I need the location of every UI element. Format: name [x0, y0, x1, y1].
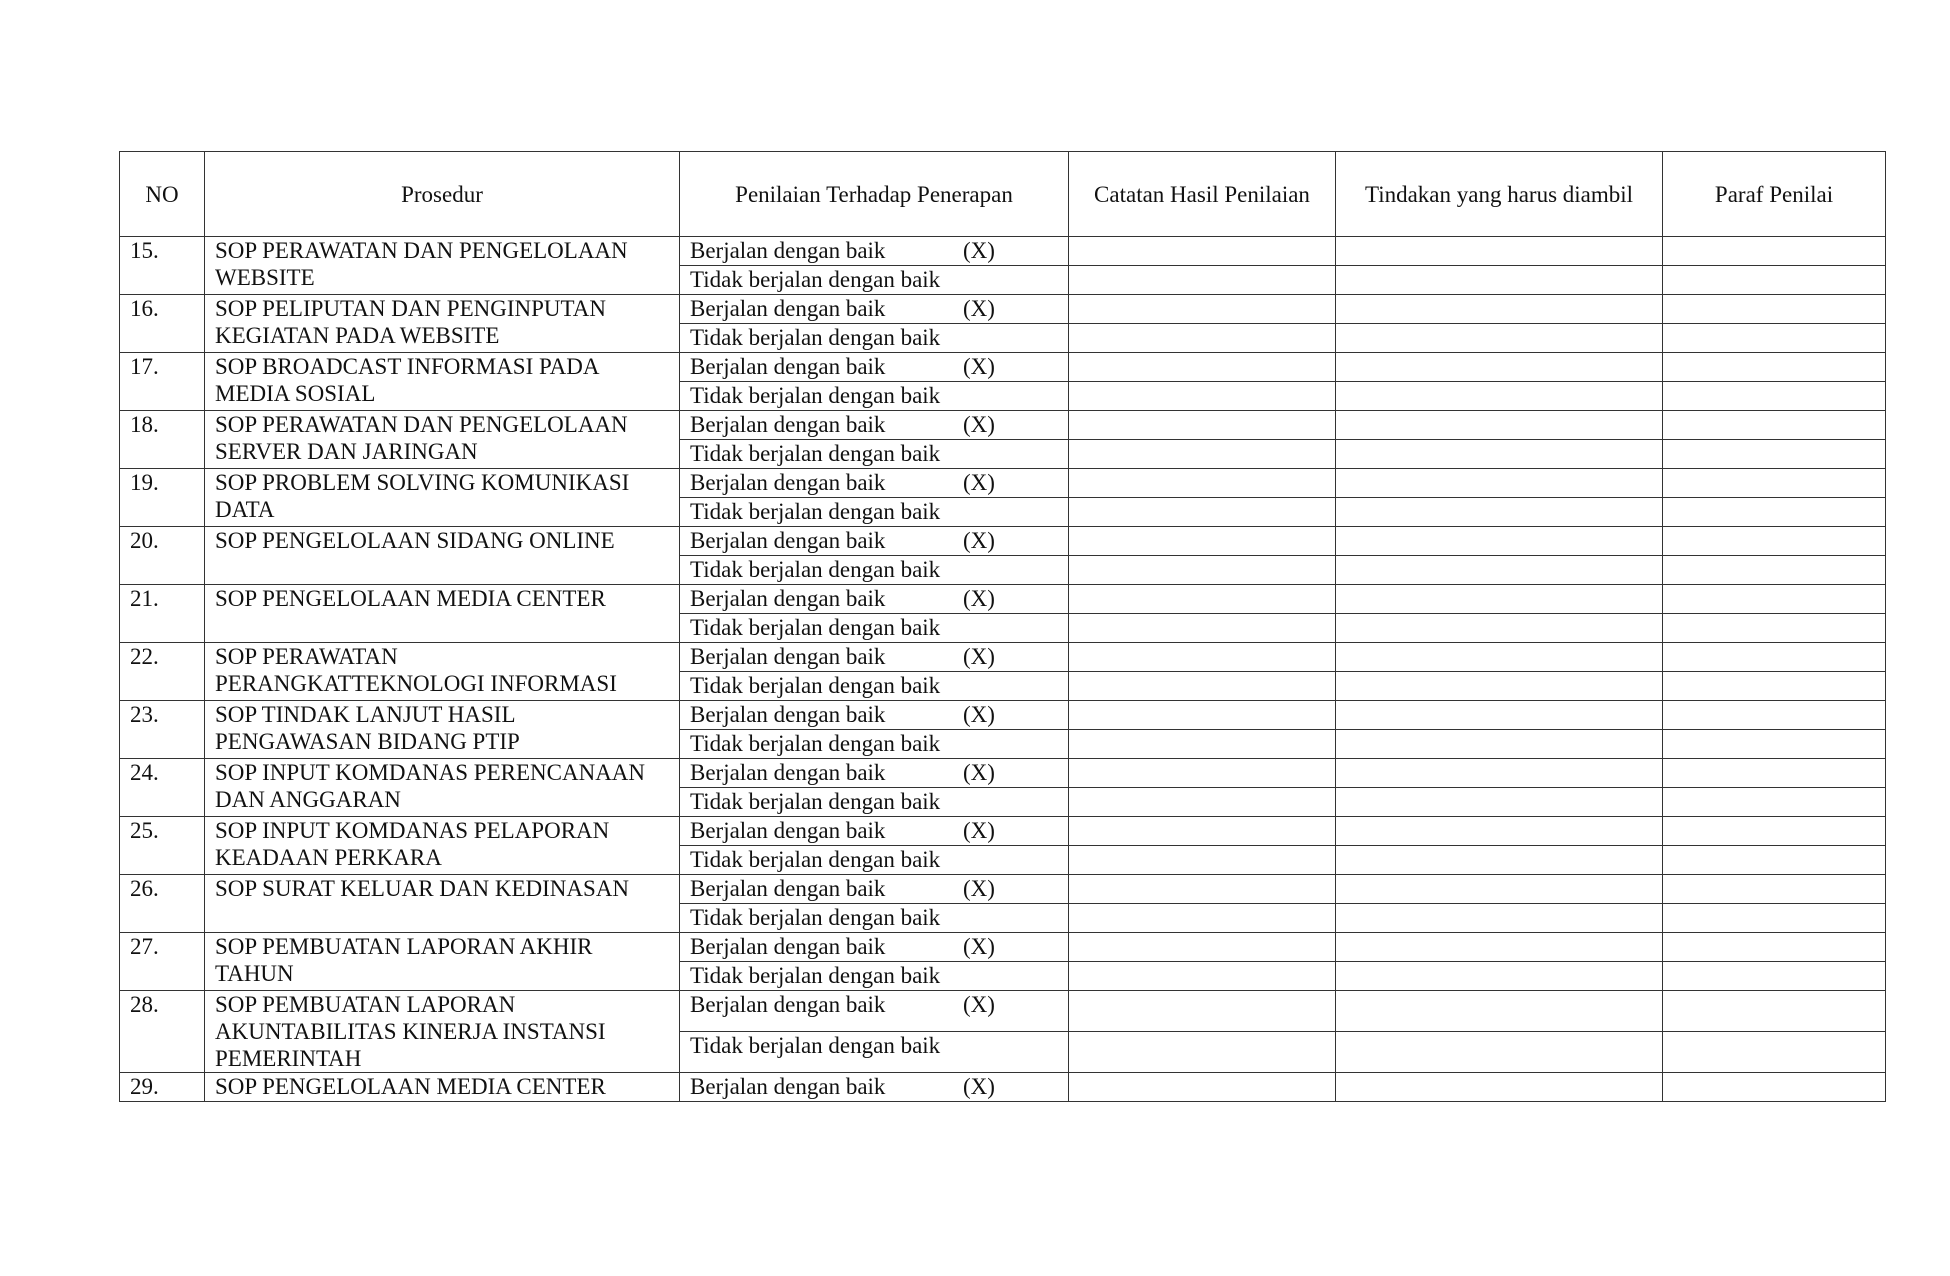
paraf-cell	[1663, 295, 1886, 324]
assessment-good-label: Berjalan dengan baik	[690, 760, 886, 785]
assessment-mark: (X)	[963, 470, 995, 495]
assessment-bad-cell	[680, 614, 1069, 643]
catatan-cell	[1069, 614, 1336, 643]
row-number: 18.	[120, 411, 205, 469]
assessment-good-cell	[680, 353, 1069, 382]
assessment-good-label: Berjalan dengan baik	[690, 238, 886, 263]
assessment-bad-label: Tidak berjalan dengan baik	[690, 267, 941, 292]
tindakan-cell	[1336, 1032, 1663, 1073]
row-number: 23.	[120, 701, 205, 759]
assessment-bad-cell	[680, 498, 1069, 527]
paraf-cell	[1663, 266, 1886, 295]
table-header	[120, 152, 1886, 237]
assessment-bad-cell	[680, 556, 1069, 585]
tindakan-cell	[1336, 846, 1663, 875]
paraf-cell	[1663, 730, 1886, 759]
tindakan-cell	[1336, 875, 1663, 904]
table-row	[120, 643, 1886, 672]
paraf-cell	[1663, 556, 1886, 585]
header-tindakan: Tindakan yang harus diambil	[1336, 152, 1663, 237]
catatan-cell	[1069, 498, 1336, 527]
row-number: 17.	[120, 353, 205, 411]
catatan-cell	[1069, 382, 1336, 411]
assessment-good-label: Berjalan dengan baik	[690, 354, 886, 379]
tindakan-cell	[1336, 440, 1663, 469]
paraf-cell	[1663, 817, 1886, 846]
assessment-mark: (X)	[963, 412, 995, 437]
tindakan-cell	[1336, 933, 1663, 962]
catatan-cell	[1069, 527, 1336, 556]
procedure-name: SOP PERAWATAN PERANGKATTEKNOLOGI INFORMASI	[205, 643, 680, 701]
assessment-mark: (X)	[963, 644, 995, 669]
assessment-mark: (X)	[963, 1074, 995, 1099]
tindakan-cell	[1336, 730, 1663, 759]
assessment-good-cell	[680, 817, 1069, 846]
assessment-good-cell	[680, 295, 1069, 324]
procedure-name: SOP SURAT KELUAR DAN KEDINASAN	[205, 875, 680, 933]
tindakan-cell	[1336, 672, 1663, 701]
paraf-cell	[1663, 614, 1886, 643]
paraf-cell	[1663, 643, 1886, 672]
table-row	[120, 353, 1886, 382]
paraf-cell	[1663, 875, 1886, 904]
header-prosedur: Prosedur	[205, 152, 680, 237]
assessment-bad-cell	[680, 846, 1069, 875]
assessment-good-label: Berjalan dengan baik	[690, 818, 886, 843]
tindakan-cell	[1336, 643, 1663, 672]
procedure-name: SOP PROBLEM SOLVING KOMUNIKASI DATA	[205, 469, 680, 527]
tindakan-cell	[1336, 991, 1663, 1032]
assessment-bad-cell	[680, 440, 1069, 469]
paraf-cell	[1663, 846, 1886, 875]
tindakan-cell	[1336, 498, 1663, 527]
paraf-cell	[1663, 933, 1886, 962]
catatan-cell	[1069, 411, 1336, 440]
table-row	[120, 527, 1886, 556]
catatan-cell	[1069, 585, 1336, 614]
catatan-cell	[1069, 759, 1336, 788]
catatan-cell	[1069, 701, 1336, 730]
assessment-mark: (X)	[963, 760, 995, 785]
assessment-good-label: Berjalan dengan baik	[690, 528, 886, 553]
assessment-good-cell	[680, 991, 1069, 1032]
table-row	[120, 933, 1886, 962]
procedure-name: SOP PENGELOLAAN MEDIA CENTER	[205, 1073, 680, 1102]
row-number: 27.	[120, 933, 205, 991]
row-number: 25.	[120, 817, 205, 875]
assessment-mark: (X)	[963, 934, 995, 959]
assessment-bad-label: Tidak berjalan dengan baik	[690, 1033, 941, 1058]
paraf-cell	[1663, 759, 1886, 788]
catatan-cell	[1069, 295, 1336, 324]
paraf-cell	[1663, 498, 1886, 527]
procedure-name: SOP PENGELOLAAN MEDIA CENTER	[205, 585, 680, 643]
catatan-cell	[1069, 904, 1336, 933]
catatan-cell	[1069, 817, 1336, 846]
assessment-bad-label: Tidak berjalan dengan baik	[690, 847, 941, 872]
row-number: 26.	[120, 875, 205, 933]
row-number: 29.	[120, 1073, 205, 1102]
catatan-cell	[1069, 1032, 1336, 1073]
assessment-bad-cell	[680, 382, 1069, 411]
assessment-good-cell	[680, 933, 1069, 962]
assessment-bad-label: Tidak berjalan dengan baik	[690, 905, 941, 930]
catatan-cell	[1069, 469, 1336, 498]
header-catatan: Catatan Hasil Penilaian	[1069, 152, 1336, 237]
header-paraf: Paraf Penilai	[1663, 152, 1886, 237]
table-row	[120, 817, 1886, 846]
assessment-bad-label: Tidak berjalan dengan baik	[690, 499, 941, 524]
paraf-cell	[1663, 904, 1886, 933]
paraf-cell	[1663, 324, 1886, 353]
assessment-good-label: Berjalan dengan baik	[690, 1074, 886, 1099]
table-row	[120, 469, 1886, 498]
paraf-cell	[1663, 1073, 1886, 1102]
assessment-mark: (X)	[963, 238, 995, 263]
tindakan-cell	[1336, 556, 1663, 585]
assessment-bad-cell	[680, 962, 1069, 991]
assessment-good-label: Berjalan dengan baik	[690, 412, 886, 437]
assessment-bad-cell	[680, 672, 1069, 701]
catatan-cell	[1069, 846, 1336, 875]
header-no: NO	[120, 152, 205, 237]
tindakan-cell	[1336, 817, 1663, 846]
assessment-bad-cell	[680, 1032, 1069, 1073]
tindakan-cell	[1336, 266, 1663, 295]
row-number: 22.	[120, 643, 205, 701]
assessment-mark: (X)	[963, 702, 995, 727]
assessment-good-cell	[680, 701, 1069, 730]
catatan-cell	[1069, 266, 1336, 295]
paraf-cell	[1663, 440, 1886, 469]
procedure-name: SOP INPUT KOMDANAS PERENCANAAN DAN ANGGARAN	[205, 759, 680, 817]
row-number: 21.	[120, 585, 205, 643]
catatan-cell	[1069, 991, 1336, 1032]
assessment-bad-label: Tidak berjalan dengan baik	[690, 673, 941, 698]
assessment-mark: (X)	[963, 528, 995, 553]
catatan-cell	[1069, 788, 1336, 817]
tindakan-cell	[1336, 353, 1663, 382]
catatan-cell	[1069, 643, 1336, 672]
paraf-cell	[1663, 353, 1886, 382]
assessment-mark: (X)	[963, 586, 995, 611]
paraf-cell	[1663, 237, 1886, 266]
assessment-mark: (X)	[963, 818, 995, 843]
procedure-name: SOP PELIPUTAN DAN PENGINPUTAN KEGIATAN PADA WEBSITE	[205, 295, 680, 353]
paraf-cell	[1663, 411, 1886, 440]
row-number: 20.	[120, 527, 205, 585]
table-row	[120, 759, 1886, 788]
assessment-bad-cell	[680, 266, 1069, 295]
assessment-mark: (X)	[963, 296, 995, 321]
procedure-name: SOP INPUT KOMDANAS PELAPORAN KEADAAN PERKARA	[205, 817, 680, 875]
paraf-cell	[1663, 527, 1886, 556]
procedure-name: SOP PEMBUATAN LAPORAN AKHIR TAHUN	[205, 933, 680, 991]
paraf-cell	[1663, 701, 1886, 730]
assessment-bad-label: Tidak berjalan dengan baik	[690, 963, 941, 988]
row-number: 16.	[120, 295, 205, 353]
paraf-cell	[1663, 991, 1886, 1032]
assessment-good-cell	[680, 643, 1069, 672]
paraf-cell	[1663, 382, 1886, 411]
table-body	[120, 237, 1886, 1102]
assessment-good-label: Berjalan dengan baik	[690, 992, 886, 1017]
tindakan-cell	[1336, 237, 1663, 266]
assessment-bad-cell	[680, 788, 1069, 817]
assessment-good-cell	[680, 585, 1069, 614]
assessment-mark: (X)	[963, 992, 995, 1017]
table-row	[120, 701, 1886, 730]
tindakan-cell	[1336, 324, 1663, 353]
catatan-cell	[1069, 933, 1336, 962]
assessment-good-label: Berjalan dengan baik	[690, 702, 886, 727]
tindakan-cell	[1336, 469, 1663, 498]
table-row	[120, 237, 1886, 266]
table-row	[120, 1073, 1886, 1102]
assessment-good-cell	[680, 237, 1069, 266]
assessment-bad-label: Tidak berjalan dengan baik	[690, 731, 941, 756]
table-row	[120, 295, 1886, 324]
procedure-name: SOP PEMBUATAN LAPORAN AKUNTABILITAS KINERJA INSTANSI PEMERINTAH	[205, 991, 680, 1073]
catatan-cell	[1069, 672, 1336, 701]
assessment-bad-label: Tidak berjalan dengan baik	[690, 557, 941, 582]
tindakan-cell	[1336, 1073, 1663, 1102]
header-penilaian: Penilaian Terhadap Penerapan	[680, 152, 1069, 237]
tindakan-cell	[1336, 411, 1663, 440]
assessment-bad-cell	[680, 904, 1069, 933]
catatan-cell	[1069, 875, 1336, 904]
assessment-table	[119, 151, 1886, 1102]
paraf-cell	[1663, 469, 1886, 498]
paraf-cell	[1663, 962, 1886, 991]
assessment-mark: (X)	[963, 876, 995, 901]
catatan-cell	[1069, 237, 1336, 266]
assessment-good-cell	[680, 1073, 1069, 1102]
assessment-good-cell	[680, 527, 1069, 556]
tindakan-cell	[1336, 759, 1663, 788]
assessment-good-label: Berjalan dengan baik	[690, 876, 886, 901]
catatan-cell	[1069, 353, 1336, 382]
tindakan-cell	[1336, 904, 1663, 933]
catatan-cell	[1069, 730, 1336, 759]
tindakan-cell	[1336, 701, 1663, 730]
assessment-good-label: Berjalan dengan baik	[690, 586, 886, 611]
procedure-name: SOP BROADCAST INFORMASI PADA MEDIA SOSIAL	[205, 353, 680, 411]
assessment-bad-label: Tidak berjalan dengan baik	[690, 615, 941, 640]
row-number: 15.	[120, 237, 205, 295]
assessment-good-label: Berjalan dengan baik	[690, 644, 886, 669]
tindakan-cell	[1336, 295, 1663, 324]
table-row	[120, 585, 1886, 614]
tindakan-cell	[1336, 788, 1663, 817]
row-number: 28.	[120, 991, 205, 1073]
assessment-good-cell	[680, 469, 1069, 498]
tindakan-cell	[1336, 614, 1663, 643]
catatan-cell	[1069, 324, 1336, 353]
assessment-bad-label: Tidak berjalan dengan baik	[690, 383, 941, 408]
assessment-bad-label: Tidak berjalan dengan baik	[690, 441, 941, 466]
assessment-mark: (X)	[963, 354, 995, 379]
assessment-good-cell	[680, 411, 1069, 440]
paraf-cell	[1663, 788, 1886, 817]
assessment-bad-cell	[680, 324, 1069, 353]
procedure-name: SOP PERAWATAN DAN PENGELOLAAN WEBSITE	[205, 237, 680, 295]
assessment-good-cell	[680, 875, 1069, 904]
catatan-cell	[1069, 1073, 1336, 1102]
assessment-good-cell	[680, 759, 1069, 788]
procedure-name: SOP PERAWATAN DAN PENGELOLAAN SERVER DAN JARINGAN	[205, 411, 680, 469]
row-number: 19.	[120, 469, 205, 527]
tindakan-cell	[1336, 527, 1663, 556]
tindakan-cell	[1336, 585, 1663, 614]
row-number: 24.	[120, 759, 205, 817]
catatan-cell	[1069, 962, 1336, 991]
assessment-good-label: Berjalan dengan baik	[690, 934, 886, 959]
paraf-cell	[1663, 672, 1886, 701]
table-row	[120, 991, 1886, 1032]
paraf-cell	[1663, 1032, 1886, 1073]
header-row	[120, 152, 1886, 237]
paraf-cell	[1663, 585, 1886, 614]
catatan-cell	[1069, 556, 1336, 585]
assessment-good-label: Berjalan dengan baik	[690, 296, 886, 321]
procedure-name: SOP PENGELOLAAN SIDANG ONLINE	[205, 527, 680, 585]
tindakan-cell	[1336, 962, 1663, 991]
assessment-good-label: Berjalan dengan baik	[690, 470, 886, 495]
assessment-bad-label: Tidak berjalan dengan baik	[690, 789, 941, 814]
table-row	[120, 411, 1886, 440]
assessment-bad-label: Tidak berjalan dengan baik	[690, 325, 941, 350]
procedure-name: SOP TINDAK LANJUT HASIL PENGAWASAN BIDANG PTIP	[205, 701, 680, 759]
tindakan-cell	[1336, 382, 1663, 411]
table-row	[120, 875, 1886, 904]
assessment-bad-cell	[680, 730, 1069, 759]
catatan-cell	[1069, 440, 1336, 469]
